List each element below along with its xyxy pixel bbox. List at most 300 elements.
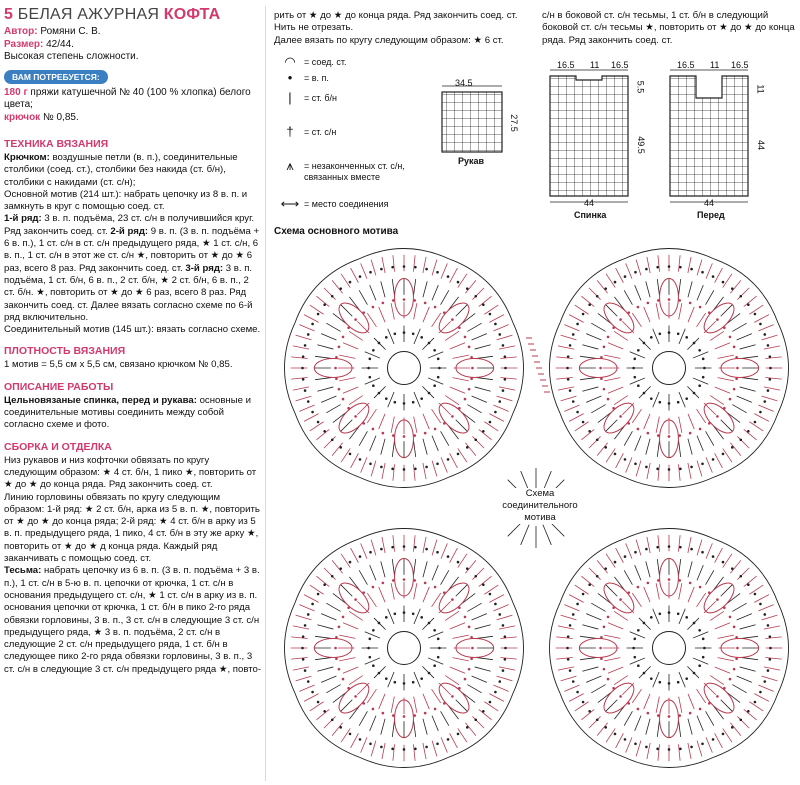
stitch-mark: [497, 335, 513, 340]
middle-text: [274, 10, 536, 47]
stitch-mark: [630, 658, 645, 664]
chain-dot: [323, 710, 326, 713]
chain-dot: [634, 638, 637, 641]
stitch-mark: [349, 297, 359, 310]
chain-dot: [385, 336, 388, 339]
chain-dot: [569, 389, 572, 392]
chain-dot: [604, 287, 607, 290]
stitch-mark: [339, 635, 355, 638]
stitch-mark: [351, 453, 359, 468]
stitch-mark: [742, 658, 758, 660]
chain-dot: [464, 336, 467, 339]
chain-dot: [659, 613, 662, 616]
stitch-mark: [597, 443, 607, 456]
chain-dot: [334, 647, 337, 650]
chain-dot: [689, 712, 692, 715]
stitch-mark: [349, 577, 359, 590]
garment-schematics: [430, 62, 800, 230]
stitch-mark: [688, 257, 691, 273]
chain-dot: [632, 367, 635, 370]
stitch-mark: [324, 288, 336, 300]
stitch-mark: [656, 417, 659, 433]
stitch-mark: [414, 303, 417, 319]
stitch-mark: [597, 723, 607, 736]
chain-dot: [637, 384, 640, 387]
stitch-mark: [679, 559, 681, 575]
stitch-mark: [604, 355, 620, 358]
stitch-mark: [678, 535, 680, 551]
stitch-mark: [556, 377, 572, 379]
chain-dot: [698, 664, 701, 667]
chain-dot: [394, 681, 397, 684]
chain-dot: [634, 742, 637, 745]
chain-dot: [567, 378, 570, 381]
stitch-mark: [591, 405, 605, 413]
stitch-mark: [758, 405, 773, 411]
stitch-mark: [723, 448, 732, 462]
chain-dot: [359, 738, 362, 741]
stitch-mark: [497, 396, 513, 401]
chain-dot: [302, 635, 305, 638]
stitch-mark: [432, 741, 437, 757]
stitch-mark: [458, 448, 467, 462]
chain-dot: [412, 401, 415, 404]
chain-dot: [769, 647, 772, 650]
chain-dot: [317, 421, 320, 424]
stitch-mark: [361, 263, 367, 278]
chain-dot: [301, 367, 304, 370]
stitch-mark: [714, 706, 724, 719]
stitch-mark: [333, 413, 346, 423]
stitch-mark: [758, 605, 773, 611]
stitch-mark: [765, 657, 781, 659]
chain-dot: [468, 626, 471, 629]
stitch-mark: [697, 461, 702, 477]
stitch-mark: [465, 280, 475, 293]
front-side1: 11: [755, 84, 766, 94]
stitch-mark: [479, 576, 492, 586]
stitch-mark: [754, 595, 769, 603]
chain-dot: [643, 392, 646, 395]
stitch-mark: [379, 694, 385, 709]
chain-dot: [637, 349, 640, 352]
assembly-p3: Тесьма: набрать цепочку из 6 в. п. (3 в. п. подъёма + 3 в. п.), 1 ст. с/н в 5-ю в. п. цепочки от крючка, 1 ст. с/н в основания предыдущего ст. с/н, ★ 1 ст. с/н в арку из в. п. основания цепочки от крючка, 1 ст. б/н в пико 2-го ряда обвязки горловины, 3 в. п., 3 ст. с/н в следующие 3 ст. с/н предыдущего ряда, ★ 3 в. п. подъёма, 2 ст. с/н в следующие 2 ст. с/н предыдущего ряда, 1 ст. б/н в следующее пико 2-го ряда обвязки горловины, 3 в. п., 3 ст. с/н в следующие 3 ст. с/н предыдущего ряда ★, повто-: [4, 565, 262, 675]
chain-dot: [596, 438, 599, 441]
chain-dot: [685, 336, 688, 339]
chain-dot: [650, 336, 653, 339]
stitch-mark: [706, 737, 712, 752]
chain-dot: [331, 718, 334, 721]
stitch-mark: [304, 595, 319, 603]
chain-dot: [425, 466, 428, 469]
chain-dot: [428, 622, 431, 625]
stitch-mark: [697, 260, 702, 276]
chain-dot: [307, 613, 310, 616]
chain-dot: [369, 376, 372, 379]
stitch-mark: [324, 716, 336, 728]
chain-dot: [434, 428, 437, 431]
chain-dot: [412, 613, 415, 616]
stitch-mark: [475, 625, 491, 629]
stitch-mark: [351, 268, 359, 283]
stitch-mark: [371, 540, 376, 556]
stitch-mark: [339, 355, 355, 358]
stitch-mark: [715, 733, 723, 748]
stitch-mark: [582, 625, 598, 629]
stitch-mark: [304, 694, 319, 702]
stitch-mark: [423, 743, 426, 759]
stitch-mark: [423, 694, 429, 709]
stitch-mark: [371, 260, 376, 276]
stitch-mark: [499, 626, 515, 629]
description-heading: ОПИСАНИЕ РАБОТЫ: [4, 380, 114, 393]
chain-dot: [372, 306, 375, 309]
stitch-mark: [450, 453, 458, 468]
stitch-mark: [423, 439, 427, 455]
stitch-mark: [477, 356, 493, 358]
stitch-mark: [359, 431, 367, 445]
stitch-mark: [423, 587, 429, 602]
chain-dot: [588, 583, 591, 586]
stitch-mark: [606, 448, 615, 462]
chain-dot: [372, 586, 375, 589]
stitch-mark: [379, 307, 385, 322]
chain-dot: [656, 468, 659, 471]
chain-dot: [690, 548, 693, 551]
chain-dot: [433, 349, 436, 352]
stitch-mark: [765, 637, 781, 639]
stitch-mark: [591, 603, 605, 611]
chain-dot: [582, 421, 585, 424]
stitch-mark: [706, 711, 714, 725]
stitch-mark: [656, 583, 659, 599]
chain-dot: [394, 613, 397, 616]
stitch-mark: [606, 420, 618, 432]
chain-dot: [668, 331, 671, 334]
chain-dot: [382, 712, 385, 715]
stitch-mark: [304, 414, 319, 422]
chain-dot: [572, 680, 575, 683]
chain-dot: [494, 411, 497, 414]
stitch-mark: [679, 697, 682, 713]
stitch-mark: [581, 296, 594, 306]
stitch-mark: [449, 297, 459, 310]
stitch-mark: [749, 585, 763, 594]
chain-dot: [317, 593, 320, 596]
chain-dot: [607, 398, 610, 401]
stitch-mark: [764, 387, 780, 390]
stitch-mark: [467, 323, 481, 331]
chain-dot: [433, 384, 436, 387]
stitch-mark: [321, 676, 336, 682]
stitch-mark: [332, 723, 342, 736]
stitch-mark: [636, 540, 641, 556]
center-ring: [387, 351, 420, 384]
chain-dot: [647, 302, 650, 305]
stitch-mark: [304, 315, 319, 323]
stitch-mark: [630, 378, 645, 384]
stitch-mark: [388, 392, 394, 407]
chain-dot: [447, 738, 450, 741]
chain-dot: [619, 318, 622, 321]
stitch-mark: [693, 658, 708, 664]
chain-dot: [731, 287, 734, 290]
stitch-mark: [657, 279, 659, 295]
stitch-mark: [758, 685, 773, 691]
chain-dot: [624, 275, 627, 278]
stitch-mark: [316, 576, 329, 586]
stitch-mark: [564, 405, 579, 411]
chain-dot: [716, 598, 719, 601]
stitch-mark: [423, 463, 426, 479]
stitch-mark: [450, 343, 465, 349]
chain-dot: [457, 733, 460, 736]
chain-dot: [763, 680, 766, 683]
stitch-mark: [316, 429, 329, 439]
chain-dot: [378, 392, 381, 395]
front-side2: 44: [756, 139, 767, 151]
front-label: Перед: [697, 210, 725, 220]
chain-dot: [693, 342, 696, 345]
chain-dot: [342, 336, 345, 339]
chain-dot: [588, 710, 591, 713]
cluster-symbol: ⩚: [286, 158, 294, 173]
stitch-mark: [656, 697, 659, 713]
chain-dot: [367, 647, 370, 650]
stitch-mark: [432, 260, 437, 276]
stitch-mark: [441, 543, 447, 558]
chain-dot: [572, 613, 575, 616]
stitch-mark: [740, 345, 756, 349]
double-crochet-symbol: †: [286, 124, 294, 139]
stitch-mark: [500, 637, 516, 639]
chain-dot: [502, 389, 505, 392]
chain-dot: [382, 432, 385, 435]
stitch-mark: [575, 585, 589, 594]
stitch-mark: [737, 396, 752, 402]
stitch-mark: [391, 303, 394, 319]
stitch-mark: [296, 335, 312, 340]
chain-dot: [731, 446, 734, 449]
stitch-mark: [569, 694, 584, 702]
stitch-mark: [598, 593, 611, 603]
stitch-mark: [339, 658, 355, 661]
stitch-mark: [679, 441, 681, 457]
stitch-mark: [414, 392, 420, 407]
stitch-mark: [644, 694, 650, 709]
stitch-mark: [351, 733, 359, 748]
stitch-mark: [744, 709, 757, 719]
chain-dot: [703, 367, 706, 370]
chain-dot: [403, 545, 406, 548]
chain-dot: [372, 708, 375, 711]
stitch-mark: [370, 565, 376, 580]
stitch-mark: [332, 560, 342, 573]
stitch-mark: [479, 429, 492, 439]
stitch-mark: [432, 716, 438, 731]
chain-dot: [482, 710, 485, 713]
chain-dot: [474, 718, 477, 721]
stitch-mark: [299, 405, 314, 411]
chain-dot: [391, 266, 394, 269]
chain-dot: [466, 446, 469, 449]
chain-dot: [703, 647, 706, 650]
chain-dot: [634, 271, 637, 274]
stitch-mark: [391, 583, 394, 599]
stitch-mark: [484, 702, 498, 711]
chain-dot: [701, 271, 704, 274]
stitch-mark: [477, 636, 493, 638]
stitch-mark: [472, 676, 487, 682]
chain-dot: [447, 275, 450, 278]
back-top-1: 16.5: [557, 60, 575, 70]
stitch-mark: [317, 625, 333, 629]
stitch-mark: [635, 436, 641, 451]
stitch-mark: [324, 436, 336, 448]
chain-dot: [698, 349, 701, 352]
chain-dot: [604, 726, 607, 729]
chain-dot: [385, 616, 388, 619]
stitch-mark: [341, 305, 353, 317]
front-top-1: 16.5: [677, 60, 695, 70]
chain-dot: [572, 333, 575, 336]
left-column: [4, 6, 262, 676]
stitch-mark: [315, 658, 331, 660]
center-ring: [652, 631, 685, 664]
stitch-mark: [392, 721, 394, 737]
chain-dot: [339, 446, 342, 449]
chain-dot: [716, 695, 719, 698]
title-part2: КОФТА: [163, 6, 221, 23]
chain-dot: [677, 401, 680, 404]
stitch-mark: [679, 721, 681, 737]
stitch-mark: [317, 345, 333, 349]
stitch-mark: [393, 255, 395, 271]
chain-dot: [576, 323, 579, 326]
stitch-mark: [597, 560, 607, 573]
size-line: Размер: 42/44.: [4, 38, 74, 50]
stitch-mark: [678, 255, 680, 271]
stitch-mark: [754, 414, 769, 422]
chain-dot: [466, 287, 469, 290]
stitch-mark: [646, 439, 650, 455]
chain-dot: [414, 546, 417, 549]
chain-dot: [498, 333, 501, 336]
stitch-mark: [317, 667, 333, 671]
stitch-mark: [479, 296, 492, 306]
chain-dot: [733, 668, 736, 671]
stitch-mark: [493, 685, 508, 691]
stitch-mark: [379, 587, 385, 602]
description-text: Цельновязаные спинка, перед и рукава: основные и соединительные мотивы соединить между собой согласно схеме и фото.: [4, 394, 251, 431]
chain-dot: [637, 306, 640, 309]
stitch-mark: [715, 623, 730, 629]
stitch-mark: [647, 537, 650, 553]
stitch-mark: [616, 453, 624, 468]
stitch-mark: [392, 279, 394, 295]
stitch-mark: [558, 387, 574, 390]
stitch-mark: [765, 357, 781, 359]
stitch-mark: [423, 719, 427, 735]
stitch-mark: [423, 281, 427, 297]
stitch-mark: [291, 657, 307, 659]
chain-dot: [685, 397, 688, 400]
chain-dot: [489, 701, 492, 704]
back-top-3: 16.5: [611, 60, 629, 70]
stitch-mark: [706, 543, 712, 558]
stitch-mark: [293, 626, 309, 629]
technique-p3: 1-й ряд: 3 в. п. подъёма, 23 ст. с/н в получившийся круг. Ряд закончить соед. ст. 2-й ряд: 9 в. п. (3 в. п. подъёма + 6 в. п.), 1 ст. с/н в ст. с/н предыдущего ряда, ★ 1 ст. с/н, 6 в. п., 1 ст. с/н в этот же ст. с/н ★, повторить от ★ до ★ 6 раз, всего 8 раз. Ряд закончить соед. ст. 3-й ряд: 3 в. п. подъёма, 1 ст. б/н, 6 в. п., 2 ст. б/н, ★ 2 ст. б/н, 6 в. п., 2 ст. б/н. ★, повторить от ★ до ★ 6 раз, всего 8 раз. Ряд закончить соед. ст. Далее вязать согласно схеме по 6-й ряд включительно.: [4, 213, 260, 323]
chain-dot: [596, 575, 599, 578]
stitch-mark: [732, 685, 746, 693]
chain-dot: [693, 672, 696, 675]
chain-dot: [716, 415, 719, 418]
chain-dot: [378, 622, 381, 625]
chain-dot: [317, 313, 320, 316]
chain-dot: [677, 333, 680, 336]
chain-dot: [634, 358, 637, 361]
chain-dot: [763, 400, 766, 403]
stitch-mark: [361, 543, 367, 558]
chain-dot: [679, 468, 682, 471]
stitch-mark: [500, 377, 516, 379]
stitch-mark: [646, 561, 650, 577]
stitch-mark: [706, 263, 712, 278]
chain-dot: [301, 647, 304, 650]
stitch-mark: [450, 733, 458, 748]
chain-dot: [599, 647, 602, 650]
stitch-mark: [569, 414, 584, 422]
chain-dot: [323, 303, 326, 306]
chain-dot: [576, 411, 579, 414]
stitch-mark: [465, 560, 475, 573]
stitch-mark: [359, 290, 367, 304]
chain-dot: [693, 392, 696, 395]
chain-dot: [607, 678, 610, 681]
stitch-mark: [441, 570, 449, 584]
stitch-mark: [296, 396, 312, 401]
stitch-mark: [382, 537, 385, 553]
stitch-mark: [647, 463, 650, 479]
chain-dot: [656, 748, 659, 751]
stitch-mark: [326, 405, 340, 413]
chain-dot: [566, 647, 569, 650]
chain-dot: [603, 668, 606, 671]
chain-dot: [359, 555, 362, 558]
stitch-mark: [715, 268, 723, 283]
chain-dot: [403, 298, 406, 301]
chain-dot: [656, 546, 659, 549]
chain-dot: [424, 302, 427, 305]
chain-dot: [637, 629, 640, 632]
joiner-label: Схема соединительного мотива: [490, 488, 590, 524]
stitch-mark: [561, 615, 577, 620]
stitch-mark: [414, 721, 416, 737]
chain-dot: [754, 421, 757, 424]
stitch-mark: [450, 268, 458, 283]
chain-dot: [614, 561, 617, 564]
stitch-mark: [597, 280, 607, 293]
chain-dot: [425, 268, 428, 271]
chain-dot: [645, 548, 648, 551]
stitch-mark: [742, 378, 758, 380]
stitch-mark: [582, 667, 598, 671]
chain-dot: [342, 616, 345, 619]
stitch-mark: [606, 554, 615, 568]
chain-dot: [372, 384, 375, 387]
chain-dot: [482, 303, 485, 306]
chain-dot: [378, 342, 381, 345]
